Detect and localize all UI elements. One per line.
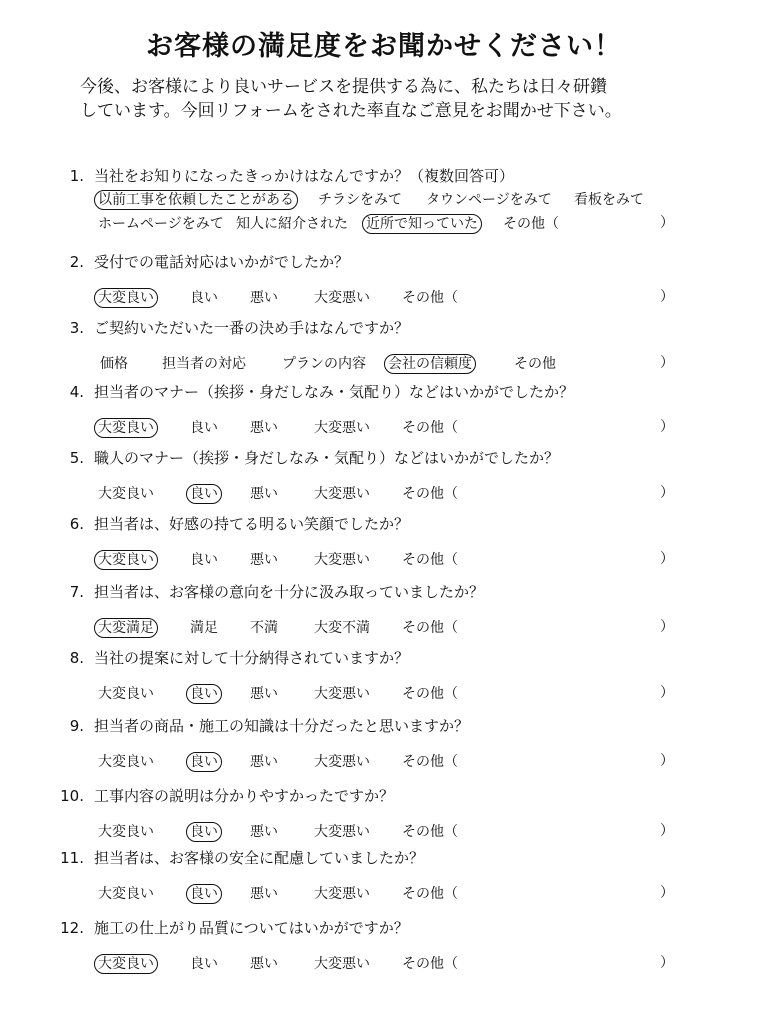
answer-option[interactable]: その他（ <box>402 620 458 636</box>
answer-option[interactable]: 大変悪い <box>314 824 370 840</box>
question-text: 工事内容の説明は分かりやすかったですか？ <box>94 787 395 805</box>
answer-option[interactable]: 悪い <box>250 686 278 702</box>
question-12 <box>0 918 768 988</box>
question-text: 担当者は、お客様の意向を十分に汲み取っていましたか？ <box>94 583 485 601</box>
other-close-paren: ） <box>660 419 674 435</box>
answer-option-selected[interactable]: 良い <box>186 884 222 904</box>
other-close-paren: ） <box>660 823 674 839</box>
answer-option[interactable]: 悪い <box>250 824 278 840</box>
question-number: 4. <box>69 383 84 401</box>
answer-option-selected[interactable]: 大変良い <box>94 954 158 974</box>
answer-option[interactable]: その他（ <box>402 886 458 902</box>
answer-option[interactable]: 大変悪い <box>314 956 370 972</box>
answer-option[interactable]: 悪い <box>250 552 278 568</box>
answer-option[interactable]: 大変良い <box>98 886 154 902</box>
question-number: 10. <box>60 787 84 805</box>
answer-option[interactable]: プランの内容 <box>282 356 366 372</box>
answer-option[interactable]: 看板をみて <box>574 192 644 208</box>
answer-option[interactable]: 悪い <box>250 420 278 436</box>
question-text: 施工の仕上がり品質についてはいかがですか？ <box>94 919 409 937</box>
answer-option[interactable]: その他 <box>514 356 556 372</box>
answer-option[interactable]: タウンページをみて <box>426 192 552 208</box>
answer-option[interactable]: その他（ <box>402 552 458 568</box>
answer-option-selected[interactable]: 大変満足 <box>94 618 158 638</box>
question-2 <box>0 252 768 322</box>
question-number: 5. <box>69 449 84 467</box>
question-number: 6. <box>69 515 84 533</box>
question-number: 3. <box>69 319 84 337</box>
answer-option[interactable]: その他（ <box>402 420 458 436</box>
answer-option[interactable]: 大変良い <box>98 486 154 502</box>
answer-option[interactable]: 大変悪い <box>314 886 370 902</box>
other-close-paren: ） <box>660 355 674 371</box>
answer-option[interactable]: 悪い <box>250 486 278 502</box>
other-close-paren: ） <box>660 955 674 971</box>
survey-title: お客様の満足度をお聞かせください！ <box>146 31 622 62</box>
answer-option[interactable]: 大変悪い <box>314 686 370 702</box>
question-number: 1. <box>69 167 84 185</box>
answer-option[interactable]: その他（ <box>402 824 458 840</box>
answer-option-selected[interactable]: 良い <box>186 752 222 772</box>
answer-option[interactable]: ホームページをみて <box>98 216 224 232</box>
question-number: 11. <box>60 849 84 867</box>
answer-option[interactable]: 悪い <box>250 290 278 306</box>
answer-option[interactable]: 大変悪い <box>314 552 370 568</box>
answer-option[interactable]: 良い <box>190 956 218 972</box>
answer-option[interactable]: その他（ <box>402 754 458 770</box>
answer-option[interactable]: 大変悪い <box>314 486 370 502</box>
other-close-paren: ） <box>660 215 674 231</box>
question-text: 当社の提案に対して十分納得されていますか？ <box>94 649 410 667</box>
other-close-paren: ） <box>660 753 674 769</box>
answer-option[interactable]: 大変良い <box>98 754 154 770</box>
question-text: 担当者は、好感の持てる明るい笑顔でしたか？ <box>94 515 410 533</box>
answer-option[interactable]: 価格 <box>100 356 128 372</box>
question-7 <box>0 582 768 652</box>
answer-option[interactable]: 大変良い <box>98 686 154 702</box>
answer-option[interactable]: その他（ <box>503 216 559 232</box>
question-number: 9. <box>69 717 84 735</box>
other-close-paren: ） <box>660 619 674 635</box>
answer-option-selected[interactable]: 以前工事を依頼したことがある <box>94 190 298 210</box>
answer-option-selected[interactable]: 大変良い <box>94 418 158 438</box>
answer-option[interactable]: 悪い <box>250 754 278 770</box>
answer-option[interactable]: その他（ <box>402 956 458 972</box>
answer-option[interactable]: チラシをみて <box>318 192 402 208</box>
answer-option[interactable]: その他（ <box>402 486 458 502</box>
answer-option-selected[interactable]: 良い <box>186 684 222 704</box>
intro-line-2: しています。今回リフォームをされた率直なご意見をお聞かせ下さい。 <box>80 101 622 121</box>
question-number: 8. <box>69 649 84 667</box>
question-text: 職人のマナー（挨拶・身だしなみ・気配り）などはいかがでしたか？ <box>94 449 560 467</box>
answer-option[interactable]: 大変悪い <box>314 290 370 306</box>
question-number: 7. <box>69 583 84 601</box>
question-text: 当社をお知りになったきっかけはなんですか？（複数回答可） <box>94 167 515 185</box>
answer-option[interactable]: 良い <box>190 552 218 568</box>
answer-option[interactable]: 大変良い <box>98 824 154 840</box>
question-8 <box>0 648 768 718</box>
answer-option-selected[interactable]: 大変良い <box>94 288 158 308</box>
question-10 <box>0 786 768 856</box>
question-6 <box>0 514 768 584</box>
question-9 <box>0 716 768 786</box>
intro-line-1: 今後、お客様により良いサービスを提供する為に、私たちは日々研鑽 <box>80 77 607 97</box>
answer-option[interactable]: 悪い <box>250 956 278 972</box>
answer-option-selected[interactable]: 会社の信頼度 <box>384 354 476 374</box>
other-close-paren: ） <box>660 289 674 305</box>
answer-option[interactable]: 良い <box>190 420 218 436</box>
other-close-paren: ） <box>660 551 674 567</box>
question-text: 担当者の商品・施工の知識は十分だったと思いますか？ <box>94 717 470 735</box>
answer-option-selected[interactable]: 良い <box>186 484 222 504</box>
question-5 <box>0 448 768 518</box>
answer-option-selected[interactable]: 大変良い <box>94 550 158 570</box>
other-close-paren: ） <box>660 685 674 701</box>
answer-option-selected[interactable]: 良い <box>186 822 222 842</box>
other-close-paren: ） <box>660 485 674 501</box>
question-number: 2. <box>69 253 84 271</box>
question-number: 12. <box>60 919 84 937</box>
question-text: 担当者は、お客様の安全に配慮していましたか？ <box>94 849 425 867</box>
answer-option[interactable]: 良い <box>190 290 218 306</box>
question-text: 担当者のマナー（挨拶・身だしなみ・気配り）などはいかがでしたか？ <box>94 383 575 401</box>
answer-option[interactable]: 担当者の対応 <box>162 356 246 372</box>
other-close-paren: ） <box>660 885 674 901</box>
question-1 <box>0 166 768 236</box>
answer-option[interactable]: 悪い <box>250 886 278 902</box>
answer-option[interactable]: その他（ <box>402 686 458 702</box>
answer-option-selected[interactable]: 近所で知っていた <box>362 214 482 234</box>
question-4 <box>0 382 768 452</box>
answer-option[interactable]: その他（ <box>402 290 458 306</box>
answer-option[interactable]: 知人に紹介された <box>236 216 348 232</box>
question-3 <box>0 318 768 388</box>
answer-option[interactable]: 大変悪い <box>314 420 370 436</box>
answer-option[interactable]: 満足 <box>190 620 218 636</box>
question-text: 受付での電話対応はいかがでしたか？ <box>94 253 350 271</box>
question-11 <box>0 848 768 918</box>
answer-option[interactable]: 大変不満 <box>314 620 370 636</box>
answer-option[interactable]: 大変悪い <box>314 754 370 770</box>
question-text: ご契約いただいた一番の決め手はなんですか？ <box>94 319 410 337</box>
answer-option[interactable]: 不満 <box>250 620 278 636</box>
